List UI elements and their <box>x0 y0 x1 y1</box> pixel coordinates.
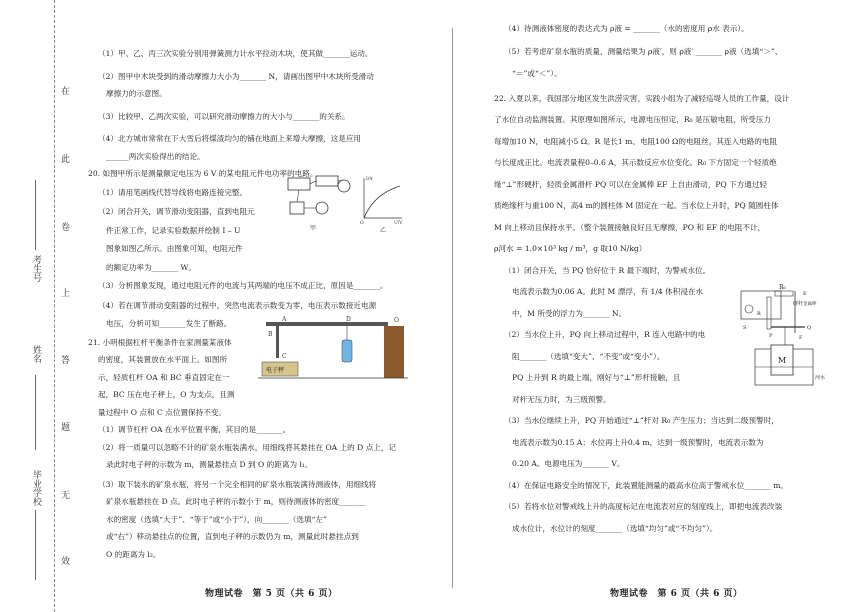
question-21: 21. 小明根据杠杆平衡条件在家测量某液体 <box>88 337 232 347</box>
text-line: 量过程中 O 点和 C 点位置保持不变。 <box>98 407 227 417</box>
candidate-number-label: 考生号 <box>31 255 41 282</box>
binding-char: 答 <box>59 355 69 364</box>
binding-char: 此 <box>59 154 69 163</box>
fig-label-jia: 甲 <box>310 225 317 232</box>
text-line: （4）在保证电路安全的情况下，此装置能测量的最高水位高于警戒水位_______ m。 <box>504 480 789 490</box>
water-level-figure-22 <box>735 283 831 389</box>
text-line: 电压，分析可知_______发生了断路。 <box>106 319 232 328</box>
circuit-figure-20 <box>282 172 406 236</box>
text-line: （1）请用笔画线代替导线将电路连接完整。 <box>98 187 248 197</box>
text-line: 矿泉水瓶悬挂在 D 点。此时电子秤的示数小于 m，则待测液体的密度_______ <box>106 497 366 506</box>
text-line: 起，BC 压在电子秤上，O 为支点，且测 <box>98 390 235 399</box>
text-line: 或“右”）移动悬挂点的位置，直到电子秤的示数仍为 m，测量此时悬挂点到 <box>106 532 359 541</box>
text-line: 每增加10 N，电阻减小5 Ω。R 是长1 m、电阻100 Ω的电阻丝，其连入电路的电阻 <box>494 136 778 146</box>
text-line: 成水位计，水位计的刻度_______（选填“均匀”或“不均匀”）。 <box>512 523 718 533</box>
text-line: 0.20 A。电源电压为_______ V。 <box>512 459 625 468</box>
name-label: 姓名 <box>31 345 41 363</box>
text-line: 的额定功率为_______ W。 <box>106 262 196 272</box>
text-line: （3）当水位继续上升，PQ 开始通过“⊥”杆对 R₀ 产生压力；当达到二级预警时， <box>504 416 779 425</box>
school-line <box>35 510 36 580</box>
label-a: A <box>282 316 287 323</box>
text-line: （3）分析图象发现，通过电阻元件的电流与其两端的电压不成正比，原因是_______。 <box>98 281 388 290</box>
lever-figure-21 <box>258 316 408 390</box>
question-22: 22. 入夏以来，我国部分地区发生洪涝灾害，实践小组为了减轻巡堤人员的工作量，设计 <box>494 93 790 103</box>
text-line: （2）闭合开关，调节滑动变阻器，直到电阻元 <box>98 207 255 216</box>
text-line: 了水位自动监测装置。其原理如图所示，电源电压恒定，R₀ 是压敏电阻，所受压力 <box>494 115 771 124</box>
binding-char: 效 <box>59 556 69 565</box>
text-line: （4）待测液体密度的表达式为 ρ液 = _______（水的密度用 ρ水 表示）。 <box>504 24 749 33</box>
text-line: （1）调节杠杆 OA 在水平位置平衡，其目的是_______。 <box>98 425 291 434</box>
label-r0: R₀ <box>779 284 786 291</box>
text-line: 图象如图乙所示。由图象可知，电阻元件 <box>106 244 243 253</box>
name-line <box>35 375 36 450</box>
text-line: （3）取下装水的矿泉水瓶，将另一个完全相同的矿泉水瓶装满待测液体，用细线将 <box>98 479 377 489</box>
text-line: PQ 上升到 R 的最上端，刚好与“⊥”形杆接触，且 <box>512 373 681 382</box>
binding-char: 卷 <box>59 222 69 231</box>
text-line: （4）北方城市常常在下大雪后将煤渣均匀的铺在地面上来增大摩擦，这是应用 <box>98 134 362 143</box>
candidate-number-line <box>35 180 36 250</box>
footer-right: 物理试卷 第 6 页（共 6 页） <box>610 589 743 599</box>
label-r: R <box>757 311 761 317</box>
label-metal: 金属棒 <box>803 302 817 307</box>
label-m: M <box>778 356 787 365</box>
text-line: （2）图甲中木块受到的滑动摩擦力大小为_______ N，请画出图甲中木块所受滑动 <box>98 71 374 81</box>
text-line: 示，轻质杠杆 OA 和 BC 垂直固定在一 <box>98 372 230 382</box>
text-line: 中，M 所受的浮力为_______ N。 <box>512 308 627 318</box>
label-b: B <box>268 331 273 338</box>
text-line: M 向上移动且保持水平。（整个装置接触良好且无摩擦，PO 和 EF 的电阻不计， <box>494 222 766 232</box>
fig-label-yi: 乙 <box>380 227 387 234</box>
text-line: O 的距离为 l₂。 <box>106 549 161 559</box>
binding-line <box>54 0 55 612</box>
column-divider <box>452 28 453 588</box>
text-line: 缘“⊥”形硬杆，轻质金属滑杆 PQ 可以在金属棒 EF 上自由滑动，PQ 下方通过轻 <box>494 179 768 189</box>
binding-char: 上 <box>59 288 69 297</box>
label-o: O <box>394 317 399 324</box>
school-label: 毕业学校 <box>31 470 41 506</box>
right-column <box>494 24 860 534</box>
text-line: 对杆无压力时，为三级预警。 <box>512 394 611 404</box>
label-river: 河水 <box>815 375 826 381</box>
axis-label-u: U/V <box>394 221 403 226</box>
label-c: C <box>282 353 287 360</box>
label-e: E <box>803 291 807 297</box>
text-line: （5）若考虑矿泉水瓶的质量，测量结果为 ρ液′，则 ρ液′ _______ ρ液（选填“＞”、 <box>504 46 783 56</box>
text-line: 电流表示数为0.06 A。此时 M 漂浮，有 1/4 体积浸在水 <box>512 287 704 296</box>
text-line: 录此时电子秤的示数为 m，测量悬挂点 D 到 O 的距离为 l₁。 <box>106 460 313 469</box>
text-line: 电流表示数为0.15 A；水位再上升0.4 m，达到一级预警时，电流表示数为 <box>512 437 764 447</box>
label-s: S <box>743 325 747 331</box>
label-d: D <box>346 316 351 323</box>
axis-label-i: I/A <box>366 177 373 182</box>
binding-char: 在 <box>59 86 69 95</box>
axis-origin: O <box>360 221 364 226</box>
text-line: “＝”或“＜”）。 <box>512 69 562 78</box>
text-line: 阻_______（选填“变大”、“不变”或“变小”）。 <box>512 351 665 361</box>
text-line: （3）比较甲、乙两次实验，可以研究滑动摩擦力的大小与_______的关系。 <box>98 111 350 121</box>
text-line: 与长度成正比。电流表量程0–0.6 A，其示数反应水位变化。R₀ 下方固定一个轻质绝 <box>494 158 777 167</box>
footer-left: 物理试卷 第 5 页（共 6 页） <box>205 589 338 599</box>
left-column <box>88 49 443 560</box>
text-line: （1）甲、乙、丙三次实验分别用弹簧测力计水平拉动木块，使其做_______运动。 <box>98 49 373 58</box>
text-line: （1）闭合开关，当 PQ 恰好位于 R 最下端时，为警戒水位。 <box>504 265 711 275</box>
text-line: 质绝缘杆与重100 N，高4 m的圆柱体 M 固定在一起。当水位上升时，PQ 随圆柱体 <box>494 201 779 210</box>
text-line: 水的密度（选填“大于”、“等于”或“小于”），向_______（选填“左” <box>106 514 327 524</box>
text-line: 件正常工作，记录实验数据并绘制 I – U <box>106 225 241 235</box>
binding-char: 无 <box>59 490 69 499</box>
label-rod: 硬杆 <box>793 301 804 307</box>
label-q: Q <box>807 325 812 331</box>
text-line: ______两次实验得出的结论。 <box>106 151 205 161</box>
text-line: （5）若将水位对警戒线上升的高度标记在电流表对应的刻度线上，即把电流表改装 <box>504 502 783 511</box>
text-line: （2）当水位上升，PQ 向上移动过程中，R 连入电路中的电 <box>504 330 706 339</box>
text-line: ρ河水 = 1.0×10³ kg / m³，g 取10 N/kg） <box>494 244 647 253</box>
binding-char: 题 <box>59 422 69 431</box>
text-line: （4）若在调节滑动变阻器的过程中，突然电流表示数变为零，电压表示数接近电源 <box>98 300 377 310</box>
label-f: F <box>799 335 803 341</box>
text-line: 的密度，其装置放在水平面上。如图所 <box>98 355 228 364</box>
scale-label: 电子秤 <box>266 367 285 374</box>
text-line: 摩擦力的示意图。 <box>106 89 167 98</box>
text-line: （2）将一质量可以忽略不计的矿泉水瓶装满水，用细线将其悬挂在 OA 上的 D 点上，记 <box>98 442 397 452</box>
label-p: P <box>769 333 773 339</box>
question-20: 20. 如图甲所示是测量额定电压为 6 V 的某电阻元件电功率的电路。 <box>88 169 318 178</box>
